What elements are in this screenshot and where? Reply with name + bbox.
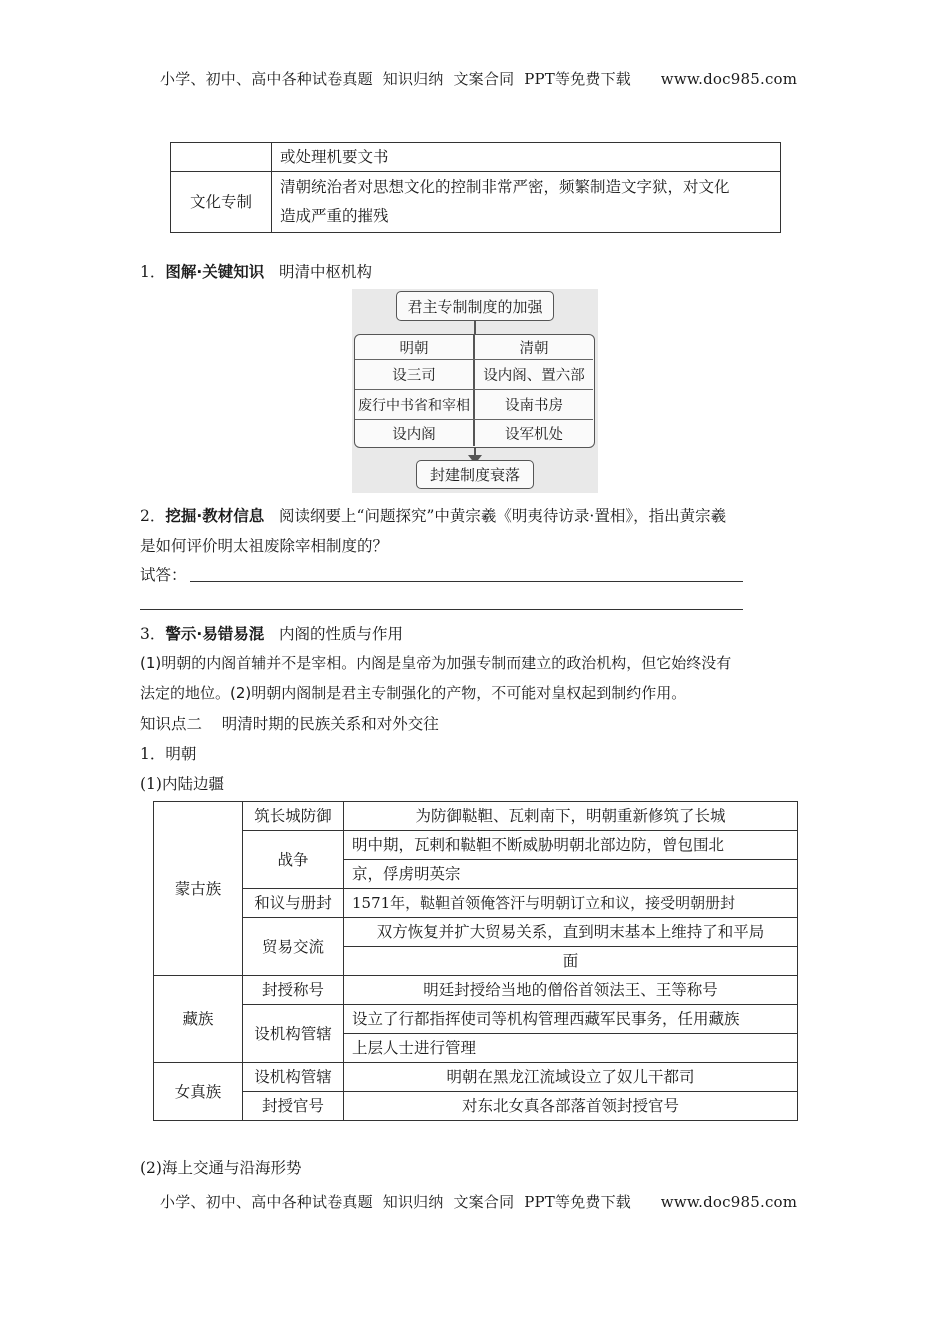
flowchart-header-ming: 明朝	[399, 340, 429, 357]
flowchart-cell: 设军机处	[505, 426, 563, 443]
section2-title: 知识点二 明清时期的民族关系和对外交往	[140, 715, 439, 733]
ethnic-key: 封授官号	[243, 1092, 344, 1121]
page-footer: 小学、初中、高中各种试卷真题 知识归纳 文案合同 PPT等免费下载 www.doc985.com	[160, 1193, 798, 1211]
item1-heading: 1．图解·关键知识 明清中枢机构	[140, 263, 373, 281]
ethnic-value-cont: 京，俘虏明英宗	[344, 860, 798, 889]
ethnic-value: 对东北女真各部落首领封授官号	[344, 1092, 798, 1121]
ethnic-value: 1571年，鞑靼首领俺答汗与明朝订立和议，接受明朝册封	[344, 889, 798, 918]
top-table	[170, 142, 781, 233]
ethnic-key: 设机构管辖	[243, 1063, 344, 1092]
flowchart-cell: 设南书房	[505, 398, 563, 414]
ethnic-label-tibet: 藏族	[154, 976, 243, 1063]
ethnic-key: 封授称号	[243, 976, 344, 1005]
ming-title: 1．明朝	[140, 745, 197, 763]
ethnic-value: 明中期，瓦剌和鞑靼不断威胁明朝北部边防，曾包围北	[344, 831, 798, 860]
answer-line	[140, 609, 743, 610]
flowchart-cell: 废行中书省和宰相	[358, 397, 470, 414]
answer-line	[190, 581, 743, 582]
ethnic-table	[153, 801, 798, 1121]
ethnic-value: 明廷封授给当地的僧俗首领法王、王等称号	[344, 976, 798, 1005]
ming-sub2: (2)海上交通与沿海形势	[140, 1159, 302, 1177]
item2-line2: 是如何评价明太祖废除宰相制度的？	[140, 537, 389, 555]
ethnic-key: 贸易交流	[243, 918, 344, 976]
item3-line1: (1)明朝的内阁首辅并不是宰相。内阁是皇帝为加强专制而建立的政治机构，但它始终没有	[140, 654, 732, 672]
ethnic-key: 筑长城防御	[243, 802, 344, 831]
ethnic-key: 战争	[243, 831, 344, 889]
top-table-row1-text: 或处理机要文书	[272, 143, 781, 172]
answer-label: 试答：	[140, 566, 187, 584]
ethnic-value: 为防御鞑靼、瓦剌南下，明朝重新修筑了长城	[344, 802, 798, 831]
ethnic-label-jurchen: 女真族	[154, 1063, 243, 1121]
ethnic-key: 和议与册封	[243, 889, 344, 918]
flowchart-bottom-box: 封建制度衰落	[416, 460, 534, 489]
top-table-row2-line2: 造成严重的摧残	[280, 207, 389, 225]
item3-heading: 3．警示·易错易混 内阁的性质与作用	[140, 625, 404, 643]
flowchart-cell: 设内阁	[392, 426, 436, 443]
page-header: 小学、初中、高中各种试卷真题 知识归纳 文案合同 PPT等免费下载 www.doc985.com	[160, 70, 798, 88]
item3-line2: 法定的地位。(2)明朝内阁制是君主专制强化的产物，不可能对皇权起到制约作用。	[140, 684, 687, 702]
top-table-empty-cell	[171, 143, 272, 172]
top-table-row2-line1: 清朝统治者对思想文化的控制非常严密，频繁制造文字狱，对文化	[280, 178, 730, 196]
item2-line1: 2．挖掘·教材信息 阅读纲要上“问题探究”中黄宗羲《明夷待访录·置相》，指出黄宗羲	[140, 507, 727, 525]
ethnic-label-mongol: 蒙古族	[154, 802, 243, 976]
ethnic-value-cont: 面	[344, 947, 798, 976]
ethnic-key: 设机构管辖	[243, 1005, 344, 1063]
top-table-row2-label: 文化专制	[171, 172, 272, 233]
ethnic-value: 设立了行都指挥使司等机构管理西藏军民事务，任用藏族	[344, 1005, 798, 1034]
ethnic-value: 明朝在黑龙江流域设立了奴儿干都司	[344, 1063, 798, 1092]
ethnic-value: 双方恢复并扩大贸易关系，直到明末基本上维持了和平局	[344, 918, 798, 947]
flowchart-top-box: 君主专制制度的加强	[396, 291, 554, 321]
ethnic-value-cont: 上层人士进行管理	[344, 1034, 798, 1063]
flowchart-grid	[354, 334, 595, 448]
flowchart-cell: 设三司	[392, 368, 436, 384]
flowchart-header-qing: 清朝	[519, 340, 549, 357]
flowchart	[352, 289, 598, 493]
flowchart-cell: 设内阁、置六部	[483, 368, 585, 384]
ming-sub1: (1)内陆边疆	[140, 775, 224, 793]
